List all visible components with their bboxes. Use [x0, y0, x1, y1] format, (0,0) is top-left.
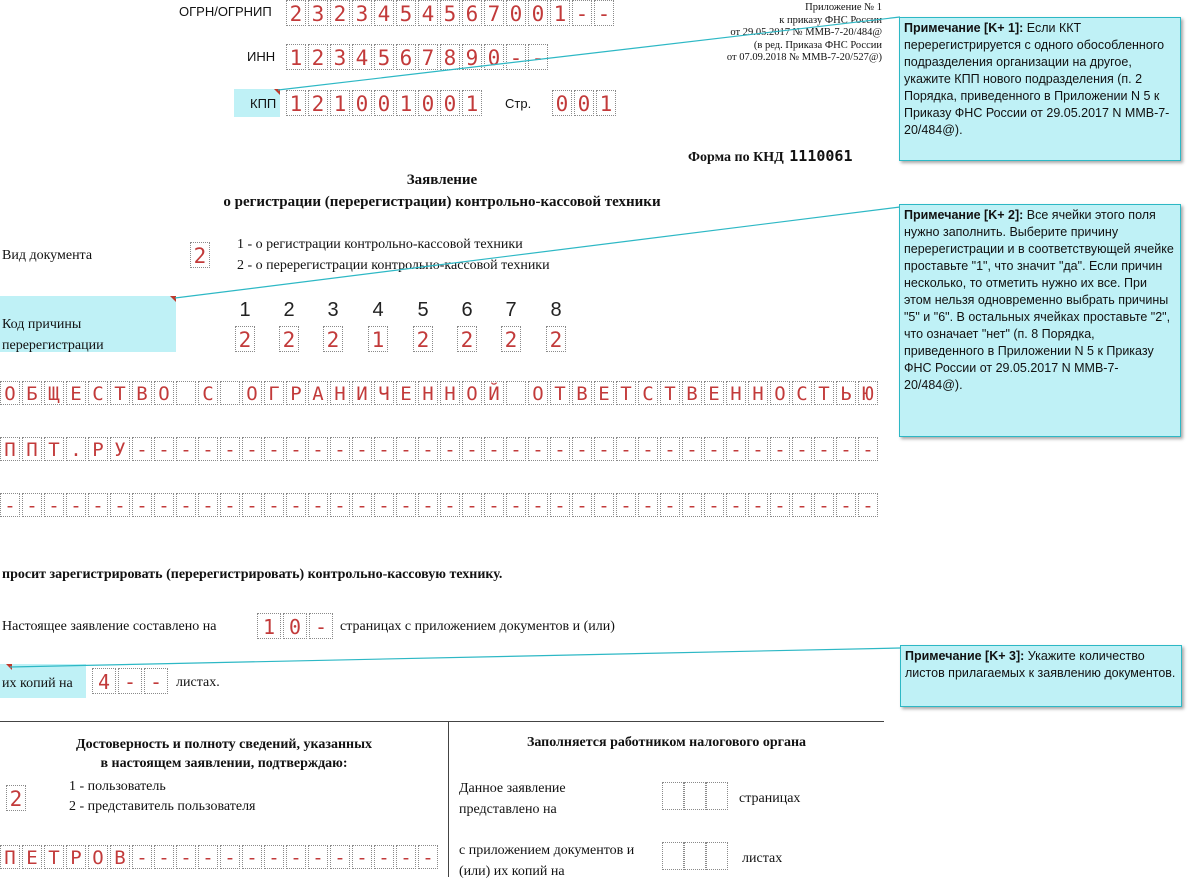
char-cell[interactable]: 0: [552, 90, 572, 116]
confirm-type-cell[interactable]: 2: [6, 785, 26, 811]
reason-header-number: 8: [550, 299, 562, 321]
char-cell[interactable]: Ь: [836, 381, 856, 405]
char-cell[interactable]: -: [110, 493, 130, 517]
reason-label-line: перерегистрации: [2, 338, 104, 353]
char-cell[interactable]: 4: [418, 0, 438, 26]
char-cell[interactable]: Н: [330, 381, 350, 405]
inn-label: ИНН: [247, 49, 276, 64]
char-cell[interactable]: -: [198, 437, 218, 461]
char-cell[interactable]: 0: [418, 90, 438, 116]
char-cell[interactable]: -: [242, 437, 262, 461]
char-cell[interactable]: Т: [550, 381, 570, 405]
char-cell[interactable]: -: [858, 437, 878, 461]
char-cell[interactable]: -: [638, 437, 658, 461]
char-cell[interactable]: -: [770, 493, 790, 517]
char-cell[interactable]: -: [660, 437, 680, 461]
note-3-heading: Примечание [K+ 3]:: [905, 649, 1025, 663]
reason-header-number: 1: [239, 299, 251, 321]
char-cell[interactable]: У: [110, 437, 130, 461]
char-cell[interactable]: -: [118, 668, 142, 694]
char-cell[interactable]: -: [330, 845, 350, 869]
char-cell[interactable]: 3: [352, 0, 372, 26]
comment-note-1[interactable]: [899, 17, 1181, 161]
char-cell[interactable]: 1: [550, 0, 570, 26]
char-cell[interactable]: -: [484, 437, 504, 461]
char-cell[interactable]: 4: [92, 668, 116, 694]
char-cell[interactable]: 4: [352, 44, 372, 70]
char-cell[interactable]: -: [374, 437, 394, 461]
char-cell[interactable]: -: [682, 493, 702, 517]
char-cell[interactable]: Т: [44, 845, 64, 869]
tax-pages-label-line: Данное заявление: [459, 781, 566, 796]
char-cell[interactable]: -: [374, 493, 394, 517]
char-cell[interactable]: О: [770, 381, 790, 405]
char-cell[interactable]: Е: [594, 381, 614, 405]
char-cell[interactable]: -: [660, 493, 680, 517]
char-cell[interactable]: 8: [440, 44, 460, 70]
char-cell[interactable]: Т: [44, 437, 64, 461]
char-cell[interactable]: В: [110, 845, 130, 869]
note-1-body: Если ККТ перерегистрируется с одного обособленного подразделения организации на другое, укажите КПП нового подразделения (п. 2 Порядка, приведенного в Приложении N 5 к Приказу ФНС России от 29.05.2017 N ММВ-7-20/484@).: [904, 21, 1170, 137]
char-cell[interactable]: Ч: [374, 381, 394, 405]
char-cell[interactable]: 0: [484, 44, 504, 70]
char-cell[interactable]: Р: [286, 381, 306, 405]
char-cell[interactable]: Б: [22, 381, 42, 405]
char-cell[interactable]: -: [44, 493, 64, 517]
reason-cell[interactable]: 2: [457, 326, 477, 352]
char-cell[interactable]: -: [748, 493, 768, 517]
char-cell[interactable]: -: [484, 493, 504, 517]
char-cell[interactable]: 0: [574, 90, 594, 116]
char-cell[interactable]: -: [616, 437, 636, 461]
char-cell[interactable]: О: [528, 381, 548, 405]
tax-copies-after: листах: [742, 851, 783, 866]
char-cell[interactable]: -: [308, 493, 328, 517]
char-cell[interactable]: Т: [110, 381, 130, 405]
char-cell[interactable]: Й: [484, 381, 504, 405]
char-cell[interactable]: -: [506, 493, 526, 517]
char-cell[interactable]: -: [176, 437, 196, 461]
char-cell[interactable]: -: [374, 845, 394, 869]
char-cell[interactable]: О: [0, 381, 20, 405]
char-cell[interactable]: -: [198, 493, 218, 517]
char-cell[interactable]: -: [144, 668, 168, 694]
char-cell[interactable]: -: [286, 845, 306, 869]
tax-pages-label-line: представлено на: [459, 802, 557, 817]
char-cell[interactable]: 6: [462, 0, 482, 26]
char-cell[interactable]: 7: [418, 44, 438, 70]
reason-header-number: 7: [505, 299, 517, 321]
note-2-body: Все ячейки этого поля нужно заполнить. Выберите причину перерегистрации и в соответствующей ячейке проставьте "1", что значит "да". Если причин несколько, то отметить нужно их все. При этом нельзя одновременно выбрать причины "5" и "6". В остальных ячейках проставьте "2", что означает "нет" (п. 8 Порядка, приведенного в Приложении N 5 к Приказу ФНС России от 29.05.2017 N ММВ-7-20/484@).: [904, 208, 1174, 392]
char-cell[interactable]: -: [352, 845, 372, 869]
char-cell[interactable]: -: [440, 493, 460, 517]
char-cell[interactable]: -: [308, 845, 328, 869]
char-cell[interactable]: -: [198, 845, 218, 869]
request-text: просит зарегистрировать (перерегистрировать) контрольно-кассовую технику.: [2, 567, 503, 582]
char-cell[interactable]: -: [858, 493, 878, 517]
char-cell[interactable]: -: [594, 0, 614, 26]
char-cell[interactable]: 5: [440, 0, 460, 26]
char-cell[interactable]: -: [836, 493, 856, 517]
char-cell[interactable]: -: [792, 493, 812, 517]
char-cell[interactable]: С: [88, 381, 108, 405]
char-cell[interactable]: -: [132, 845, 152, 869]
char-cell[interactable]: 4: [374, 0, 394, 26]
char-cell[interactable]: -: [638, 493, 658, 517]
connector-line-2: [175, 207, 900, 298]
doc-type-option-1: 1 - о регистрации контрольно-кассовой техники: [237, 237, 523, 252]
char-cell[interactable]: Е: [22, 845, 42, 869]
char-cell[interactable]: 1: [330, 90, 350, 116]
appendix-line: к приказу ФНС России: [779, 14, 882, 26]
char-cell[interactable]: -: [309, 613, 333, 639]
kpp-label: КПП: [250, 96, 277, 111]
char-cell[interactable]: -: [770, 437, 790, 461]
char-cell[interactable]: В: [572, 381, 592, 405]
char-cell[interactable]: -: [462, 493, 482, 517]
char-cell[interactable]: -: [704, 437, 724, 461]
char-cell[interactable]: -: [330, 493, 350, 517]
connector-line-1: [278, 14, 900, 90]
char-cell[interactable]: 5: [396, 0, 416, 26]
char-cell[interactable]: 0: [283, 613, 307, 639]
char-cell[interactable]: -: [242, 493, 262, 517]
char-cell[interactable]: -: [286, 437, 306, 461]
char-cell[interactable]: 3: [330, 44, 350, 70]
char-cell[interactable]: 1: [286, 90, 306, 116]
confirm-option-1: 1 - пользователь: [69, 779, 166, 794]
char-cell[interactable]: -: [0, 493, 20, 517]
char-cell[interactable]: -: [220, 437, 240, 461]
char-cell[interactable]: -: [286, 493, 306, 517]
char-cell[interactable]: -: [418, 845, 438, 869]
char-cell[interactable]: -: [594, 493, 614, 517]
char-cell[interactable]: -: [352, 437, 372, 461]
char-cell[interactable]: Т: [660, 381, 680, 405]
char-cell[interactable]: -: [462, 437, 482, 461]
char-cell[interactable]: 9: [462, 44, 482, 70]
char-cell[interactable]: -: [748, 437, 768, 461]
char-cell[interactable]: Г: [264, 381, 284, 405]
char-cell[interactable]: П: [0, 845, 20, 869]
char-cell[interactable]: 1: [257, 613, 281, 639]
char-cell[interactable]: П: [22, 437, 42, 461]
char-cell[interactable]: 0: [528, 0, 548, 26]
char-cell[interactable]: -: [352, 493, 372, 517]
char-cell[interactable]: -: [154, 437, 174, 461]
char-cell[interactable]: 0: [440, 90, 460, 116]
char-cell[interactable]: .: [66, 437, 86, 461]
char-cell[interactable]: 1: [462, 90, 482, 116]
form-code-value: 1110061: [789, 147, 853, 165]
reason-cell[interactable]: 1: [368, 326, 388, 352]
char-cell[interactable]: 7: [484, 0, 504, 26]
comment-note-3[interactable]: [900, 645, 1182, 707]
confirm-title-line: Достоверность и полноту сведений, указанных: [75, 737, 373, 752]
char-cell[interactable]: -: [572, 0, 592, 26]
copies-label: их копий на: [2, 676, 73, 691]
reason-cell[interactable]: 2: [546, 326, 566, 352]
char-cell[interactable]: И: [352, 381, 372, 405]
comment-note-2[interactable]: [899, 204, 1181, 437]
reason-cell[interactable]: 2: [323, 326, 343, 352]
reason-header-number: 4: [372, 299, 384, 321]
confirm-title-line: в настоящем заявлении, подтверждаю:: [100, 756, 348, 771]
connector-line-3: [10, 648, 900, 667]
char-cell[interactable]: -: [396, 493, 416, 517]
tax-copies-label-line: (или) их копий на: [459, 864, 565, 879]
char-cell[interactable]: 0: [374, 90, 394, 116]
char-cell[interactable]: -: [396, 845, 416, 869]
note-2-heading: Примечание [K+ 2]:: [904, 208, 1024, 222]
char-cell[interactable]: Н: [726, 381, 746, 405]
char-cell[interactable]: Р: [88, 437, 108, 461]
char-cell[interactable]: 1: [596, 90, 616, 116]
char-cell[interactable]: -: [572, 437, 592, 461]
char-cell[interactable]: Щ: [44, 381, 64, 405]
char-cell[interactable]: -: [154, 845, 174, 869]
appendix-line: от 07.09.2018 № ММВ-7-20/527@): [726, 52, 882, 63]
char-cell[interactable]: 6: [396, 44, 416, 70]
char-cell[interactable]: А: [308, 381, 328, 405]
char-cell[interactable]: -: [176, 845, 196, 869]
char-cell[interactable]: Н: [748, 381, 768, 405]
char-cell[interactable]: -: [176, 493, 196, 517]
pages-label-after: страницах с приложением документов и (или): [340, 619, 615, 634]
document-subtitle: о регистрации (перерегистрации) контрольно-кассовой техники: [223, 194, 661, 210]
char-cell[interactable]: -: [242, 845, 262, 869]
char-cell[interactable]: -: [132, 493, 152, 517]
char-cell[interactable]: -: [264, 493, 284, 517]
char-cell[interactable]: -: [550, 493, 570, 517]
reason-header-number: 5: [417, 299, 429, 321]
char-cell[interactable]: -: [836, 437, 856, 461]
char-cell[interactable]: -: [154, 493, 174, 517]
char-cell[interactable]: -: [440, 437, 460, 461]
char-cell[interactable]: В: [682, 381, 702, 405]
char-cell[interactable]: Ю: [858, 381, 878, 405]
tax-office-title: Заполняется работником налогового органа: [526, 735, 807, 750]
char-cell[interactable]: 2: [330, 0, 350, 26]
char-cell[interactable]: Е: [396, 381, 416, 405]
char-cell[interactable]: 0: [352, 90, 372, 116]
char-cell[interactable]: -: [418, 437, 438, 461]
reason-cell[interactable]: 2: [235, 326, 255, 352]
char-cell[interactable]: О: [462, 381, 482, 405]
appendix-line: (в ред. Приказа ФНС России: [753, 39, 882, 51]
char-cell[interactable]: -: [308, 437, 328, 461]
char-cell[interactable]: 5: [374, 44, 394, 70]
char-cell[interactable]: -: [572, 493, 592, 517]
copies-label-after: листах.: [176, 675, 220, 690]
char-cell[interactable]: Е: [704, 381, 724, 405]
char-cell[interactable]: -: [704, 493, 724, 517]
reason-cell[interactable]: 2: [501, 326, 521, 352]
char-cell[interactable]: -: [220, 845, 240, 869]
char-cell[interactable]: -: [506, 44, 526, 70]
ogrn-label: ОГРН/ОГРНИП: [179, 4, 272, 19]
char-cell[interactable]: С: [198, 381, 218, 405]
char-cell[interactable]: -: [550, 437, 570, 461]
char-cell[interactable]: -: [726, 437, 746, 461]
char-cell[interactable]: -: [594, 437, 614, 461]
char-cell[interactable]: -: [264, 437, 284, 461]
char-cell[interactable]: Т: [616, 381, 636, 405]
char-cell[interactable]: Н: [440, 381, 460, 405]
appendix-line: от 29.05.2017 № ММВ-7-20/484@: [730, 27, 882, 38]
char-cell[interactable]: -: [814, 437, 834, 461]
appendix-line: Приложение № 1: [805, 2, 882, 13]
reason-cell[interactable]: 2: [413, 326, 433, 352]
char-cell[interactable]: О: [242, 381, 262, 405]
char-cell[interactable]: Р: [66, 845, 86, 869]
doc-type-option-2: 2 - о перерегистрации контрольно-кассовой техники: [237, 258, 550, 273]
char-cell[interactable]: -: [418, 493, 438, 517]
char-cell[interactable]: -: [330, 437, 350, 461]
document-title: Заявление: [406, 172, 478, 188]
char-cell[interactable]: -: [528, 44, 548, 70]
char-cell[interactable]: О: [88, 845, 108, 869]
char-cell[interactable]: -: [682, 437, 702, 461]
char-cell[interactable]: Е: [66, 381, 86, 405]
page-label: Стр.: [505, 96, 532, 111]
char-cell[interactable]: -: [506, 437, 526, 461]
tax-copies-label-line: с приложением документов и: [459, 843, 635, 858]
char-cell[interactable]: -: [66, 493, 86, 517]
char-cell[interactable]: 0: [506, 0, 526, 26]
char-cell[interactable]: С: [638, 381, 658, 405]
char-cell[interactable]: -: [528, 493, 548, 517]
char-cell[interactable]: -: [132, 437, 152, 461]
char-cell[interactable]: 2: [308, 44, 328, 70]
char-cell[interactable]: 2: [308, 90, 328, 116]
confirm-option-2: 2 - представитель пользователя: [69, 799, 256, 814]
char-cell[interactable]: 1: [286, 44, 306, 70]
reason-header-number: 3: [327, 299, 339, 321]
form-code-label: Форма по КНД: [688, 150, 784, 165]
pages-label: Настоящее заявление составлено на: [2, 619, 217, 634]
tax-pages-after: страницах: [739, 791, 801, 806]
doc-type-label: Вид документа: [2, 248, 93, 263]
char-cell[interactable]: Н: [418, 381, 438, 405]
char-cell[interactable]: О: [154, 381, 174, 405]
char-cell[interactable]: -: [528, 437, 548, 461]
char-cell[interactable]: -: [814, 493, 834, 517]
char-cell[interactable]: -: [792, 437, 812, 461]
note-1-heading: Примечание [K+ 1]:: [904, 21, 1024, 35]
note-3-body: Укажите количество листов прилагаемых к заявлению документов.: [905, 649, 1176, 680]
reason-header-number: 6: [461, 299, 473, 321]
char-cell[interactable]: -: [22, 493, 42, 517]
char-cell[interactable]: 1: [396, 90, 416, 116]
char-cell[interactable]: В: [132, 381, 152, 405]
char-cell[interactable]: С: [792, 381, 812, 405]
reason-header-number: 2: [283, 299, 295, 321]
char-cell[interactable]: П: [0, 437, 20, 461]
char-cell[interactable]: -: [616, 493, 636, 517]
char-cell[interactable]: -: [220, 493, 240, 517]
char-cell[interactable]: 2: [286, 0, 306, 26]
char-cell[interactable]: 3: [308, 0, 328, 26]
char-cell[interactable]: -: [264, 845, 284, 869]
char-cell[interactable]: -: [88, 493, 108, 517]
char-cell[interactable]: Т: [814, 381, 834, 405]
char-cell[interactable]: -: [726, 493, 746, 517]
doc-type-cell[interactable]: 2: [190, 242, 210, 268]
reason-label-line: Код причины: [2, 317, 82, 332]
char-cell[interactable]: -: [396, 437, 416, 461]
reason-cell[interactable]: 2: [279, 326, 299, 352]
